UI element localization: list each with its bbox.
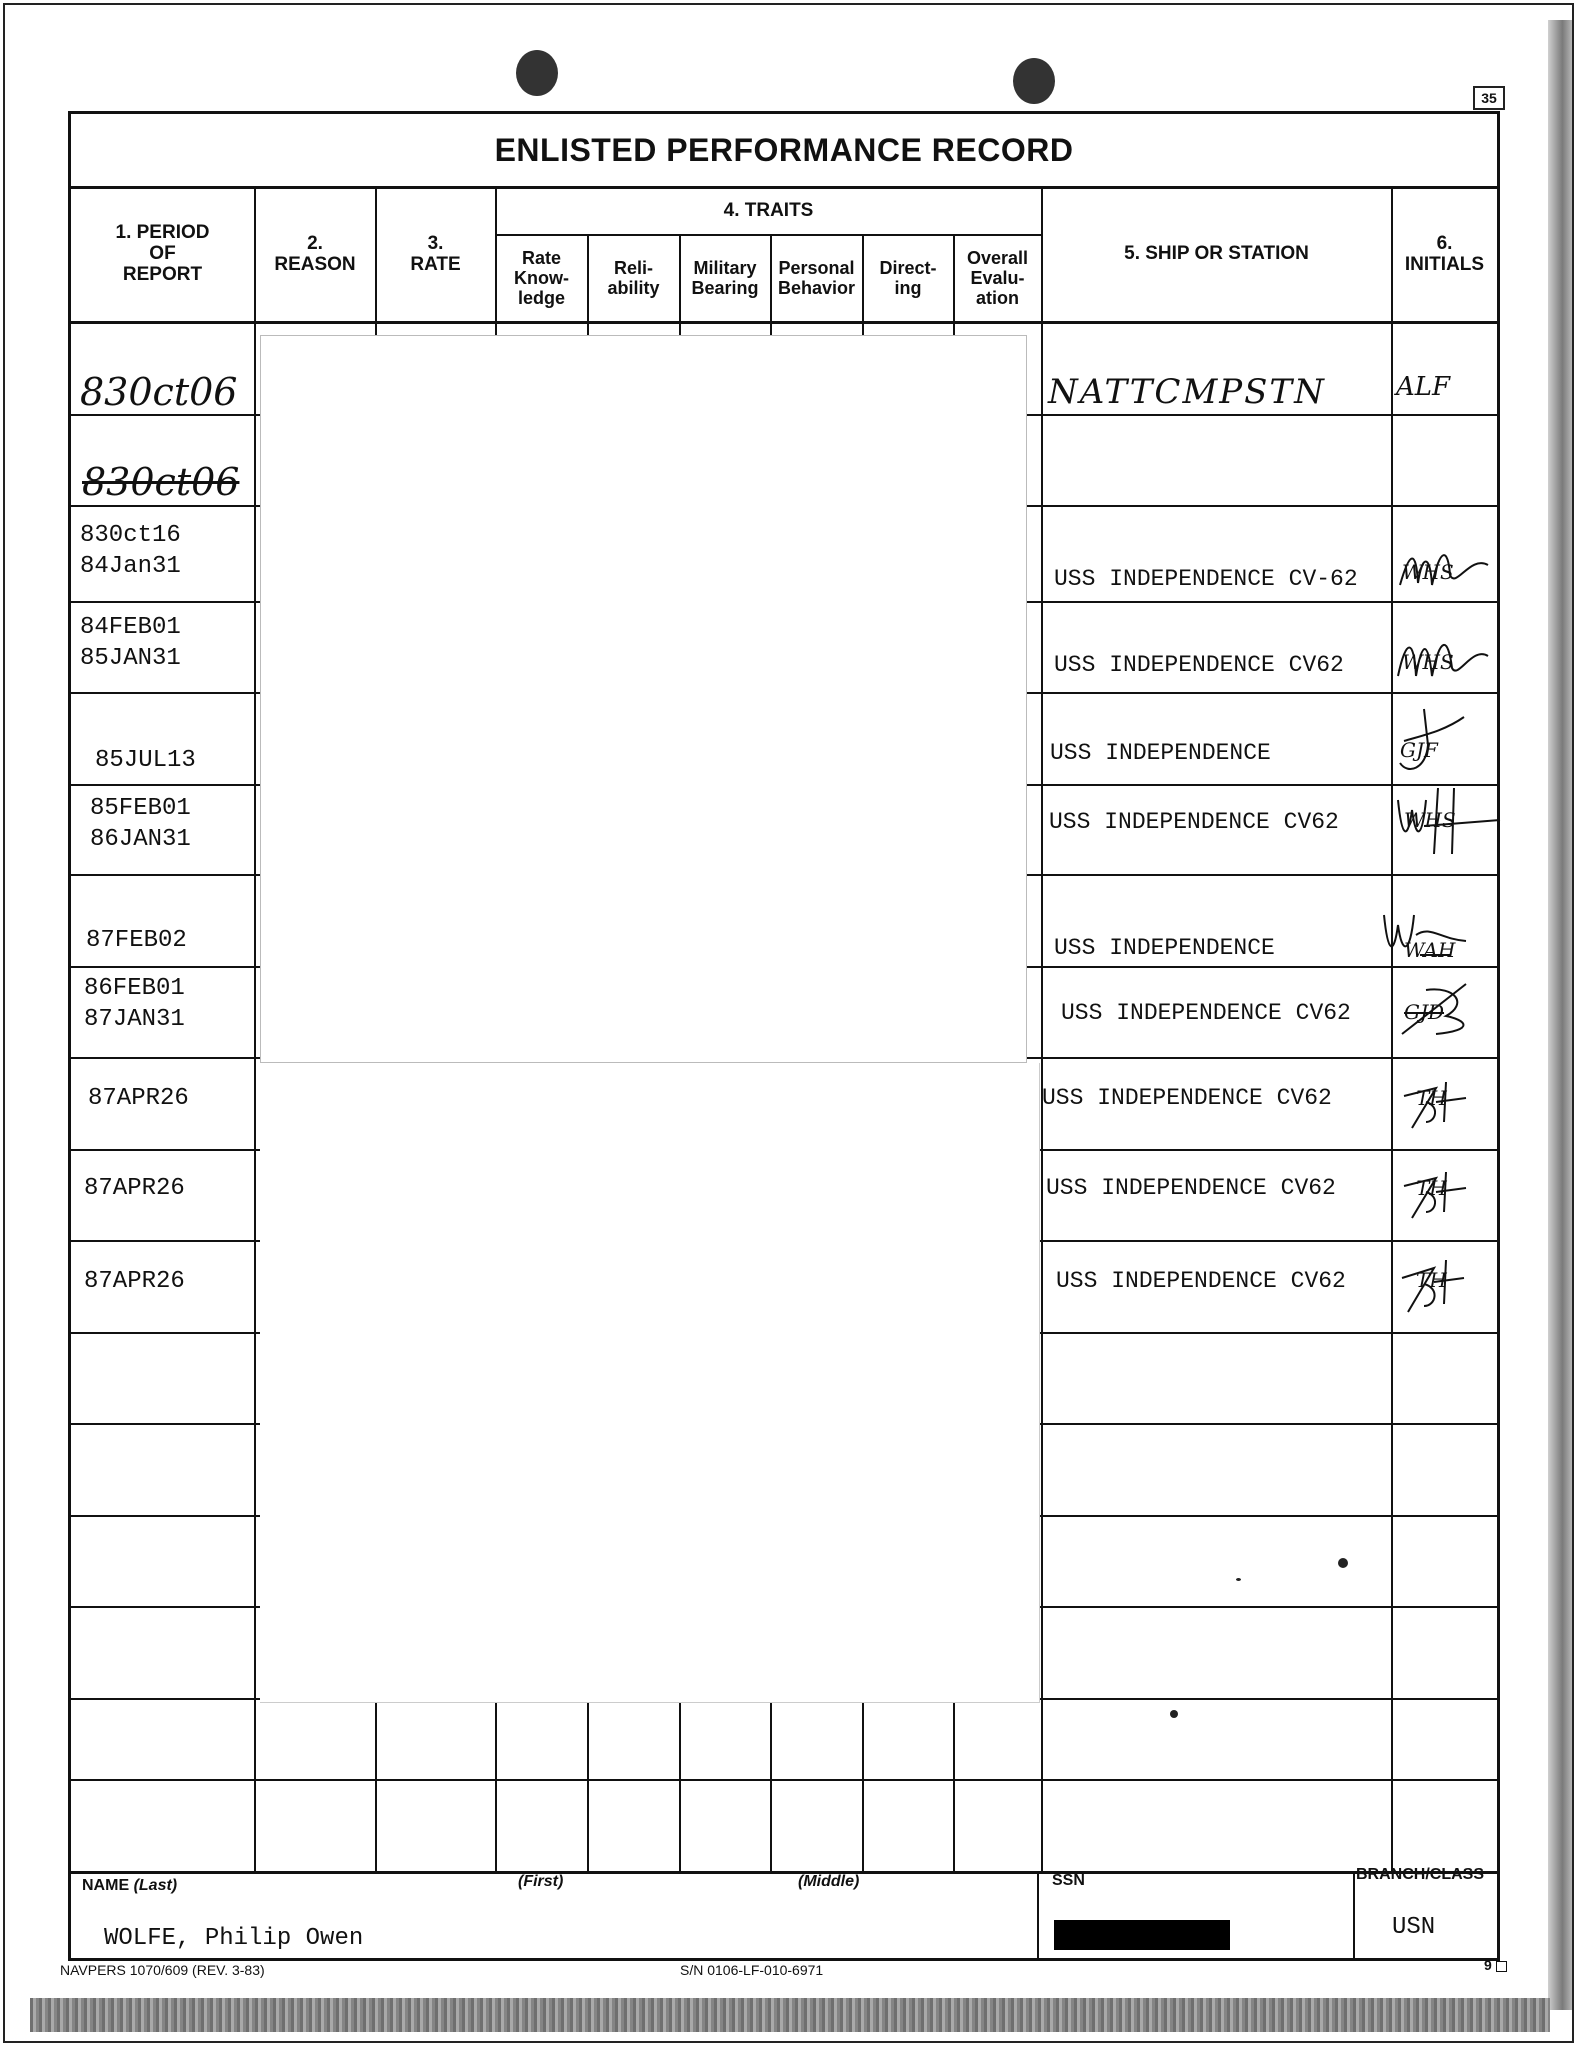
footer-divider-ssn [1353, 1871, 1355, 1961]
branch-class-value: USN [1392, 1914, 1436, 1941]
middle-name-label: (Middle) [798, 1873, 860, 1890]
name-label: NAME (Last) [82, 1877, 178, 1894]
station-text: USS INDEPENDENCE CV62 [1042, 1085, 1332, 1111]
initials-text: WHS [1404, 808, 1456, 832]
signature-scrawl-icon [1396, 545, 1496, 595]
footer-divider-name [1037, 1871, 1039, 1961]
scan-bottom-strip [30, 1998, 1550, 2032]
header-initials: 6. INITIALS [1404, 232, 1485, 275]
redaction-patch-lower [260, 1063, 1040, 1703]
form-number: NAVPERS 1070/609 (REV. 3-83) [60, 1962, 265, 1978]
station-text: USS INDEPENDENCE CV-62 [1054, 566, 1358, 592]
station-text: USS INDEPENDENCE [1054, 935, 1275, 961]
stock-number: S/N 0106-LF-010-6971 [680, 1962, 824, 1978]
footer-top-line [71, 1871, 1497, 1874]
period-text: 85FEB01 86JAN31 [90, 795, 191, 853]
scan-edge-shadow [1548, 20, 1572, 2010]
header-trait-personal-behavior: Personal Behavior [777, 258, 856, 298]
station-text: USS INDEPENDENCE CV62 [1056, 1268, 1346, 1294]
station-handwritten: NATTCMPSTN [1048, 372, 1326, 412]
station-text: USS INDEPENDENCE CV62 [1054, 652, 1344, 678]
station-text: USS INDEPENDENCE CV62 [1061, 1000, 1351, 1026]
signature-scrawl-icon [1394, 632, 1494, 687]
initials-text: WAH [1404, 938, 1456, 962]
redaction-patch-upper [260, 335, 1027, 1063]
page-number-box: 35 [1473, 86, 1505, 110]
scan-speck [1338, 1558, 1348, 1568]
ssn-redaction-bar [1054, 1920, 1230, 1950]
corner-code: 9 [1484, 1957, 1507, 1973]
signature-scrawl-icon [1394, 780, 1504, 860]
period-text: 87APR26 [84, 1268, 185, 1295]
period-handwritten-struck: 830ct06 [82, 460, 240, 504]
initials-text: WHS [1402, 650, 1454, 674]
header-trait-overall-evaluation: Overall Evalu- ation [966, 248, 1029, 308]
period-text: 830ct16 84Jan31 [80, 522, 181, 580]
first-name-label: (First) [518, 1873, 564, 1890]
header-trait-military-bearing: Military Bearing [691, 258, 759, 298]
station-text: USS INDEPENDENCE CV62 [1046, 1175, 1336, 1201]
row-line [71, 1779, 1497, 1781]
header-period: 1. PERIOD OF REPORT [115, 222, 210, 285]
initials-text: GJF [1400, 738, 1438, 762]
ssn-label: SSN [1052, 1872, 1085, 1889]
initials-text: TH [1416, 1268, 1447, 1292]
signature-scrawl-icon [1394, 705, 1474, 785]
signature-scrawl-icon [1396, 980, 1486, 1040]
initials-text: TH [1416, 1086, 1447, 1110]
punch-hole-right [1013, 58, 1055, 104]
station-text: USS INDEPENDENCE CV62 [1049, 809, 1339, 835]
period-text: 87APR26 [84, 1175, 185, 1202]
header-rate: 3. RATE [410, 232, 461, 275]
scan-speck [1170, 1710, 1178, 1718]
signature-scrawl-icon [1394, 1250, 1474, 1320]
name-value: WOLFE, Philip Owen [104, 1925, 364, 1952]
header-traits: 4. TRAITS [723, 199, 814, 221]
small-square-icon [1496, 1961, 1507, 1972]
form-title: ENLISTED PERFORMANCE RECORD [71, 114, 1497, 189]
signature-scrawl-icon [1380, 905, 1470, 965]
col-divider-period [254, 186, 256, 1871]
period-text: 86FEB01 87JAN31 [84, 975, 185, 1033]
branch-class-label: BRANCH/CLASS [1356, 1866, 1484, 1883]
period-text: 84FEB01 85JAN31 [80, 614, 181, 672]
header-station: 5. SHIP OR STATION [1124, 243, 1309, 264]
station-text: USS INDEPENDENCE [1050, 740, 1271, 766]
period-handwritten: 830ct06 [80, 370, 238, 414]
initials-text: ALF [1396, 372, 1451, 402]
signature-scrawl-icon [1396, 1072, 1476, 1132]
scan-speck [1236, 1578, 1241, 1581]
col-divider-station [1391, 186, 1393, 1871]
header-trait-reliability: Reli- ability [607, 258, 660, 298]
period-text: 87FEB02 [86, 927, 187, 954]
header-trait-directing: Direct- ing [879, 258, 937, 298]
period-text: 87APR26 [88, 1085, 189, 1112]
header-reason: 2. REASON [274, 232, 356, 275]
col-divider-traits [1041, 186, 1043, 1871]
signature-scrawl-icon [1396, 1162, 1476, 1222]
initials-text: GJD [1404, 1000, 1445, 1024]
period-text: 85JUL13 [95, 747, 196, 774]
initials-text: WHS [1402, 560, 1454, 584]
initials-text: TH [1416, 1176, 1447, 1200]
header-trait-rate-knowledge: Rate Know- ledge [514, 248, 569, 308]
header-bottom-line [71, 321, 1497, 324]
punch-hole-left [516, 50, 558, 96]
